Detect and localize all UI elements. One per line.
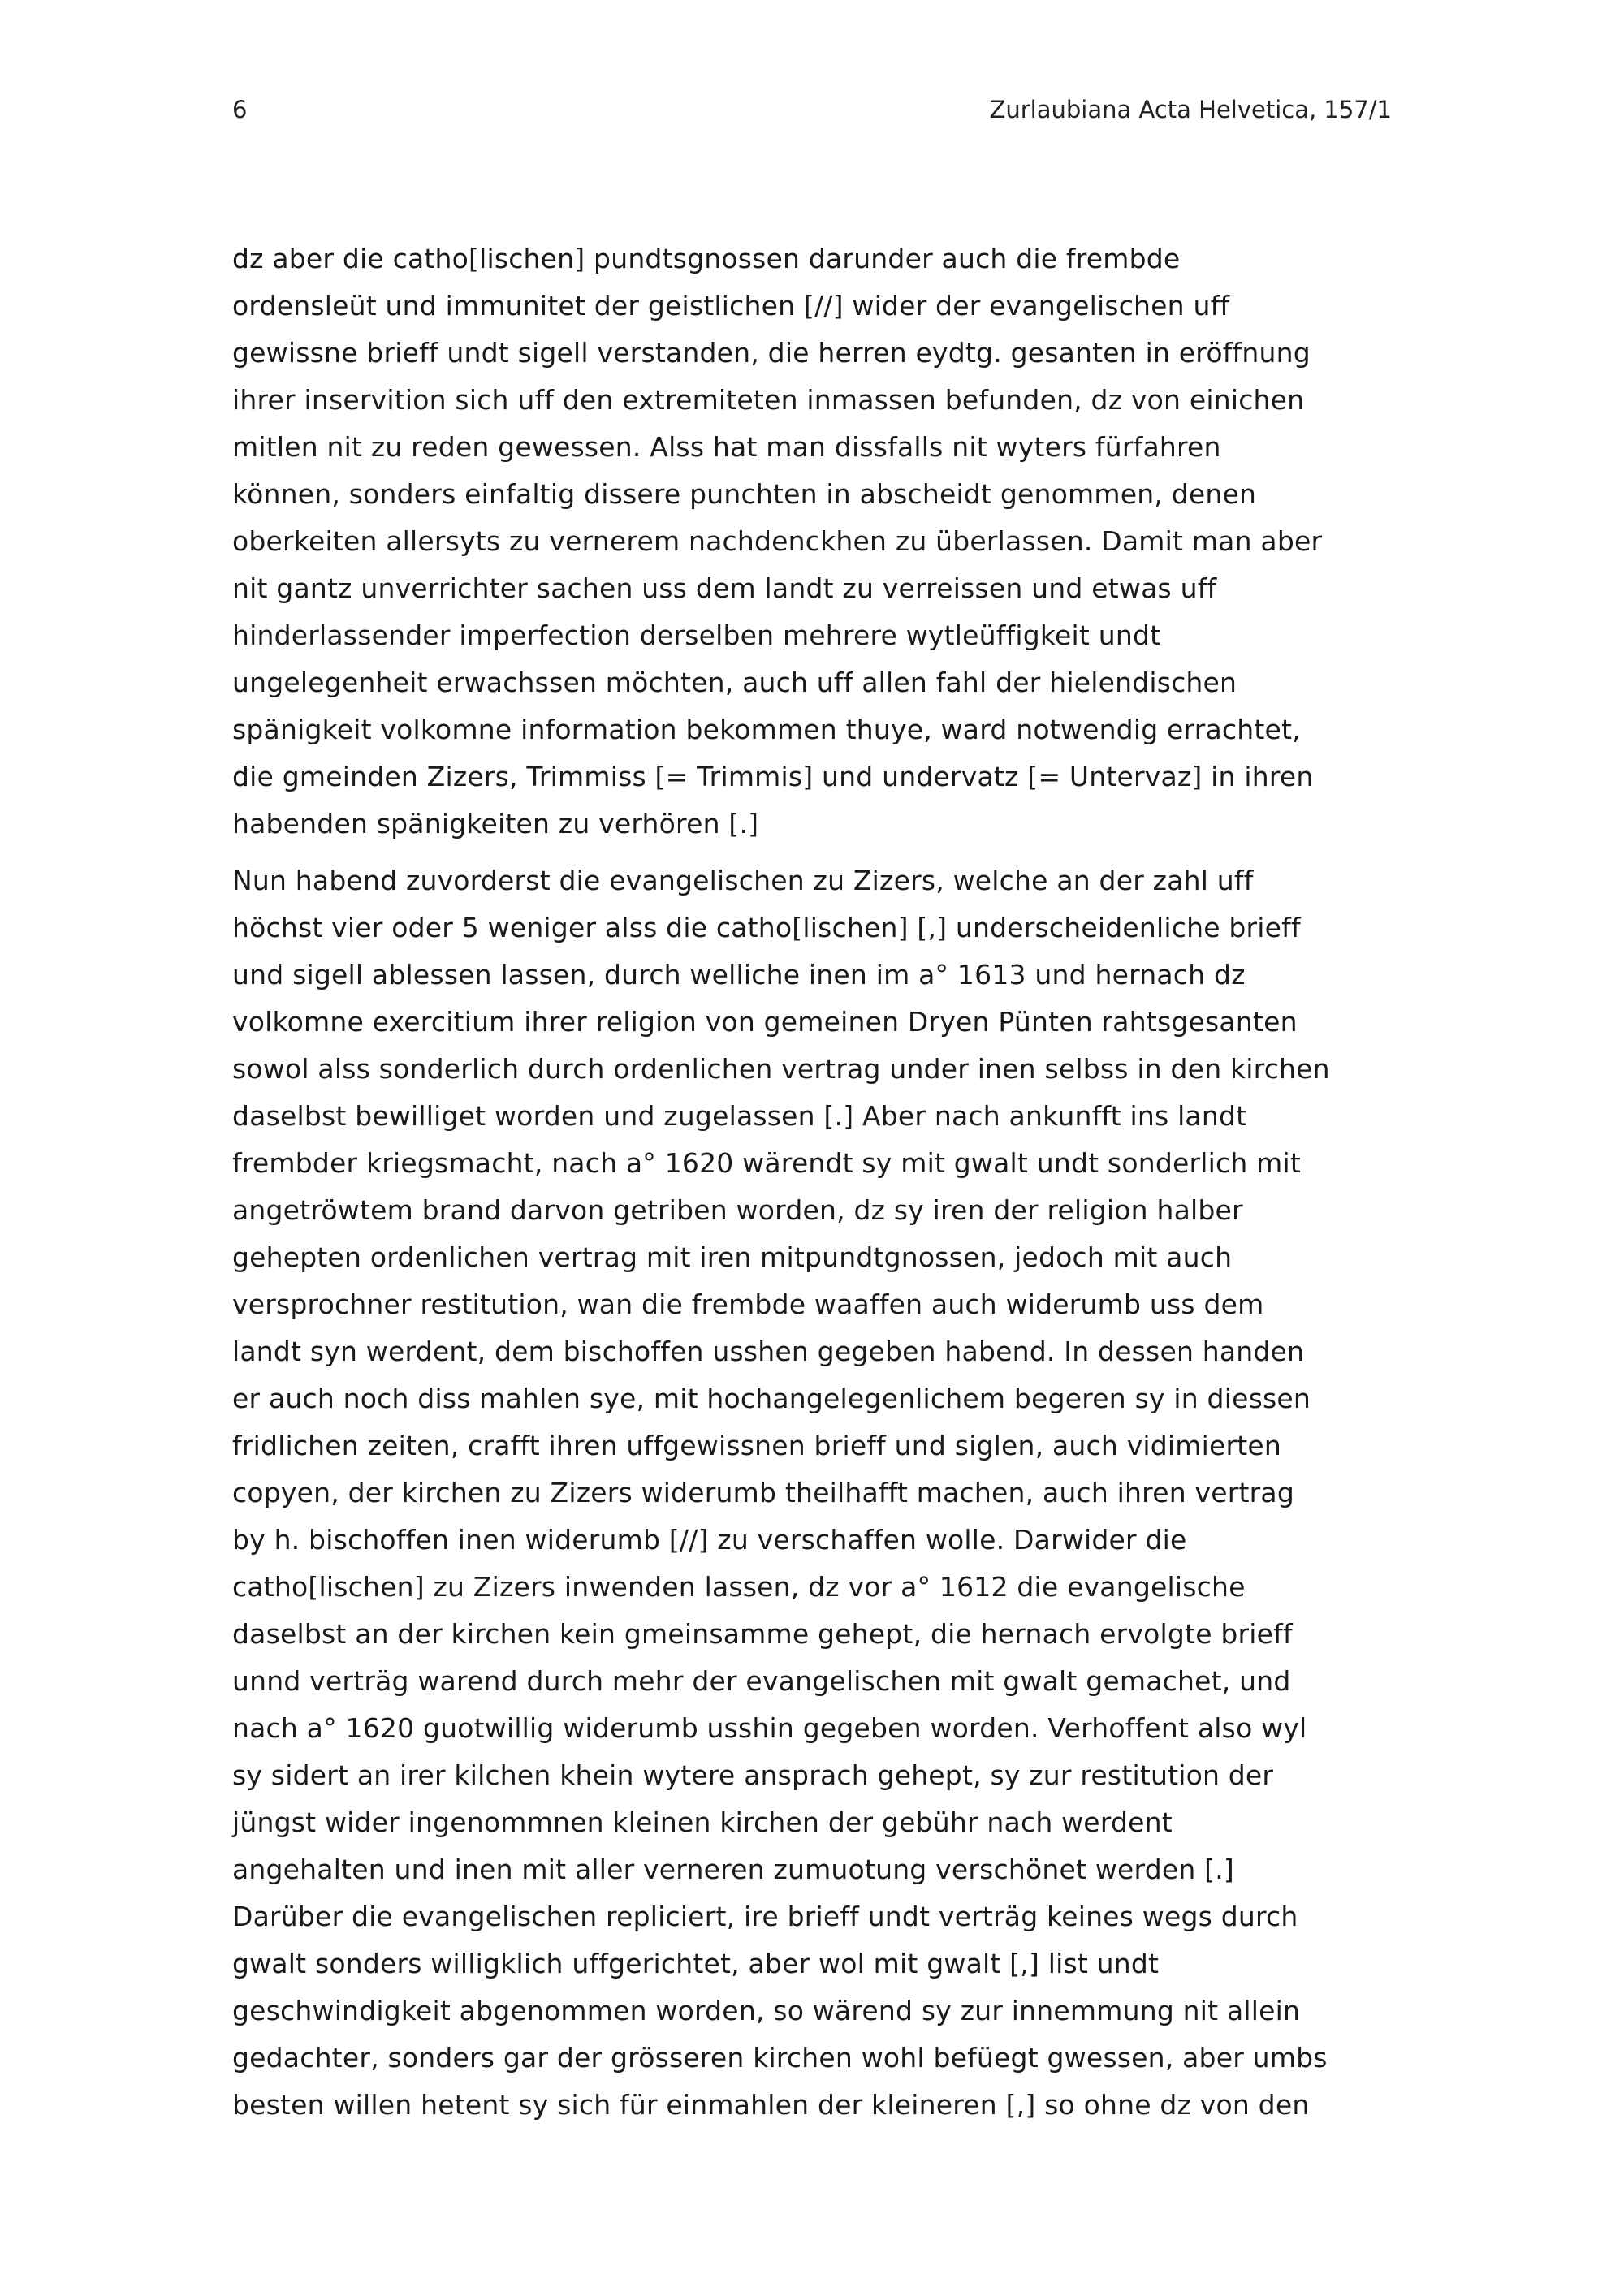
text-line: gewissne brieff undt sigell verstanden, die herren eydtg. gesanten in eröffnung [232,337,1311,369]
text-line: volkomne exercitium ihrer religion von gemeinen Dryen Pünten rahtsgesanten [232,1006,1298,1038]
running-title: Zurlaubiana Acta Helvetica, 157/1 [989,96,1392,123]
text-line: und sigell ablessen lassen, durch welliche inen im a° 1613 und hernach dz [232,959,1246,990]
page-number: 6 [232,96,248,123]
text-line: daselbst an der kirchen kein gmeinsamme gehept, die hernach ervolgte brieff [232,1618,1293,1650]
text-line: by h. bischoffen inen widerumb [//] zu verschaffen wolle. Darwider die [232,1524,1187,1556]
text-line: nach a° 1620 guotwillig widerumb usshin gegeben worden. Verhoffent also wyl [232,1712,1307,1744]
page-header [232,93,1392,126]
text-line: catho[lischen] zu Zizers inwenden lassen, dz vor a° 1612 die evangelische [232,1571,1246,1603]
text-line: hinderlassender imperfection derselben mehrere wytleüffigkeit undt [232,619,1161,651]
text-line: daselbst bewilliget worden und zugelassen [.] Aber nach ankunfft ins landt [232,1100,1247,1132]
text-line: angehalten und inen mit aller verneren zumuotung verschönet werden [.] [232,1854,1235,1885]
text-line: ihrer inservition sich uff den extremiteten inmassen befunden, dz von einichen [232,384,1305,416]
text-line: können, sonders einfaltig dissere punchten in abscheidt genommen, denen [232,478,1257,510]
text-line: Darüber die evangelischen repliciert, ire brieff undt verträg keines wegs durch [232,1901,1298,1932]
paragraph-1 [232,235,1402,848]
text-line: geschwindigkeit abgenommen worden, so wärend sy zur innemmung nit allein [232,1995,1301,2026]
text-line: sowol alss sonderlich durch ordenlichen vertrag under inen selbss in den kirchen [232,1053,1330,1085]
text-line: unnd verträg warend durch mehr der evangelischen mit gwalt gemachet, und [232,1665,1291,1697]
text-line: höchst vier oder 5 weniger alss die catho[lischen] [,] underscheidenliche brieff [232,912,1301,943]
paragraph-2 [232,857,1402,2129]
text-line: gedachter, sonders gar der grösseren kirchen wohl befüegt gwessen, aber umbs [232,2042,1328,2074]
text-line: habenden spänigkeiten zu verhören [.] [232,808,759,839]
text-line: die gmeinden Zizers, Trimmiss [= Trimmis] und undervatz [= Untervaz] in ihren [232,761,1314,792]
text-line: angetröwtem brand darvon getriben worden, dz sy iren der religion halber [232,1194,1243,1226]
text-line: jüngst wider ingenommnen kleinen kirchen der gebühr nach werdent [232,1806,1173,1838]
text-line: ungelegenheit erwachssen möchten, auch uff allen fahl der hielendischen [232,667,1237,698]
text-line: er auch noch diss mahlen sye, mit hochangelegenlichem begeren sy in diessen [232,1383,1311,1414]
text-line: oberkeiten allersyts zu vernerem nachdenckhen zu überlassen. Damit man aber [232,525,1323,557]
text-line: versprochner restitution, wan die frembde waaffen auch widerumb uss dem [232,1288,1264,1320]
text-line: dz aber die catho[lischen] pundtsgnossen darunder auch die frembde [232,243,1181,274]
text-line: nit gantz unverrichter sachen uss dem landt zu verreissen und etwas uff [232,572,1217,604]
text-line: landt syn werdent, dem bischoffen usshen gegeben habend. In dessen handen [232,1336,1305,1367]
main-text [232,235,1402,2129]
text-line: fridlichen zeiten, crafft ihren uffgewissnen brieff und siglen, auch vidimierten [232,1430,1282,1461]
text-line: frembder kriegsmacht, nach a° 1620 wärendt sy mit gwalt undt sonderlich mit [232,1147,1301,1179]
text-line: ordensleüt und immunitet der geistlichen [//] wider der evangelischen uff [232,290,1230,322]
text-line: besten willen hetent sy sich für einmahlen der kleineren [,] so ohne dz von den [232,2089,1310,2121]
text-line: spänigkeit volkomne information bekommen thuye, ward notwendig errachtet, [232,714,1301,745]
text-line: gwalt sonders willigklich uffgerichtet, aber wol mit gwalt [,] list undt [232,1948,1160,1979]
text-line: copyen, der kirchen zu Zizers widerumb theilhafft machen, auch ihren vertrag [232,1477,1294,1508]
text-line: Nun habend zuvorderst die evangelischen zu Zizers, welche an der zahl uff [232,865,1254,896]
text-line: sy sidert an irer kilchen khein wytere ansprach gehept, sy zur restitution der [232,1759,1274,1791]
text-line: mitlen nit zu reden gewessen. Alss hat man dissfalls nit wyters fürfahren [232,431,1221,463]
text-line: gehepten ordenlichen vertrag mit iren mitpundtgnossen, jedoch mit auch [232,1241,1233,1273]
